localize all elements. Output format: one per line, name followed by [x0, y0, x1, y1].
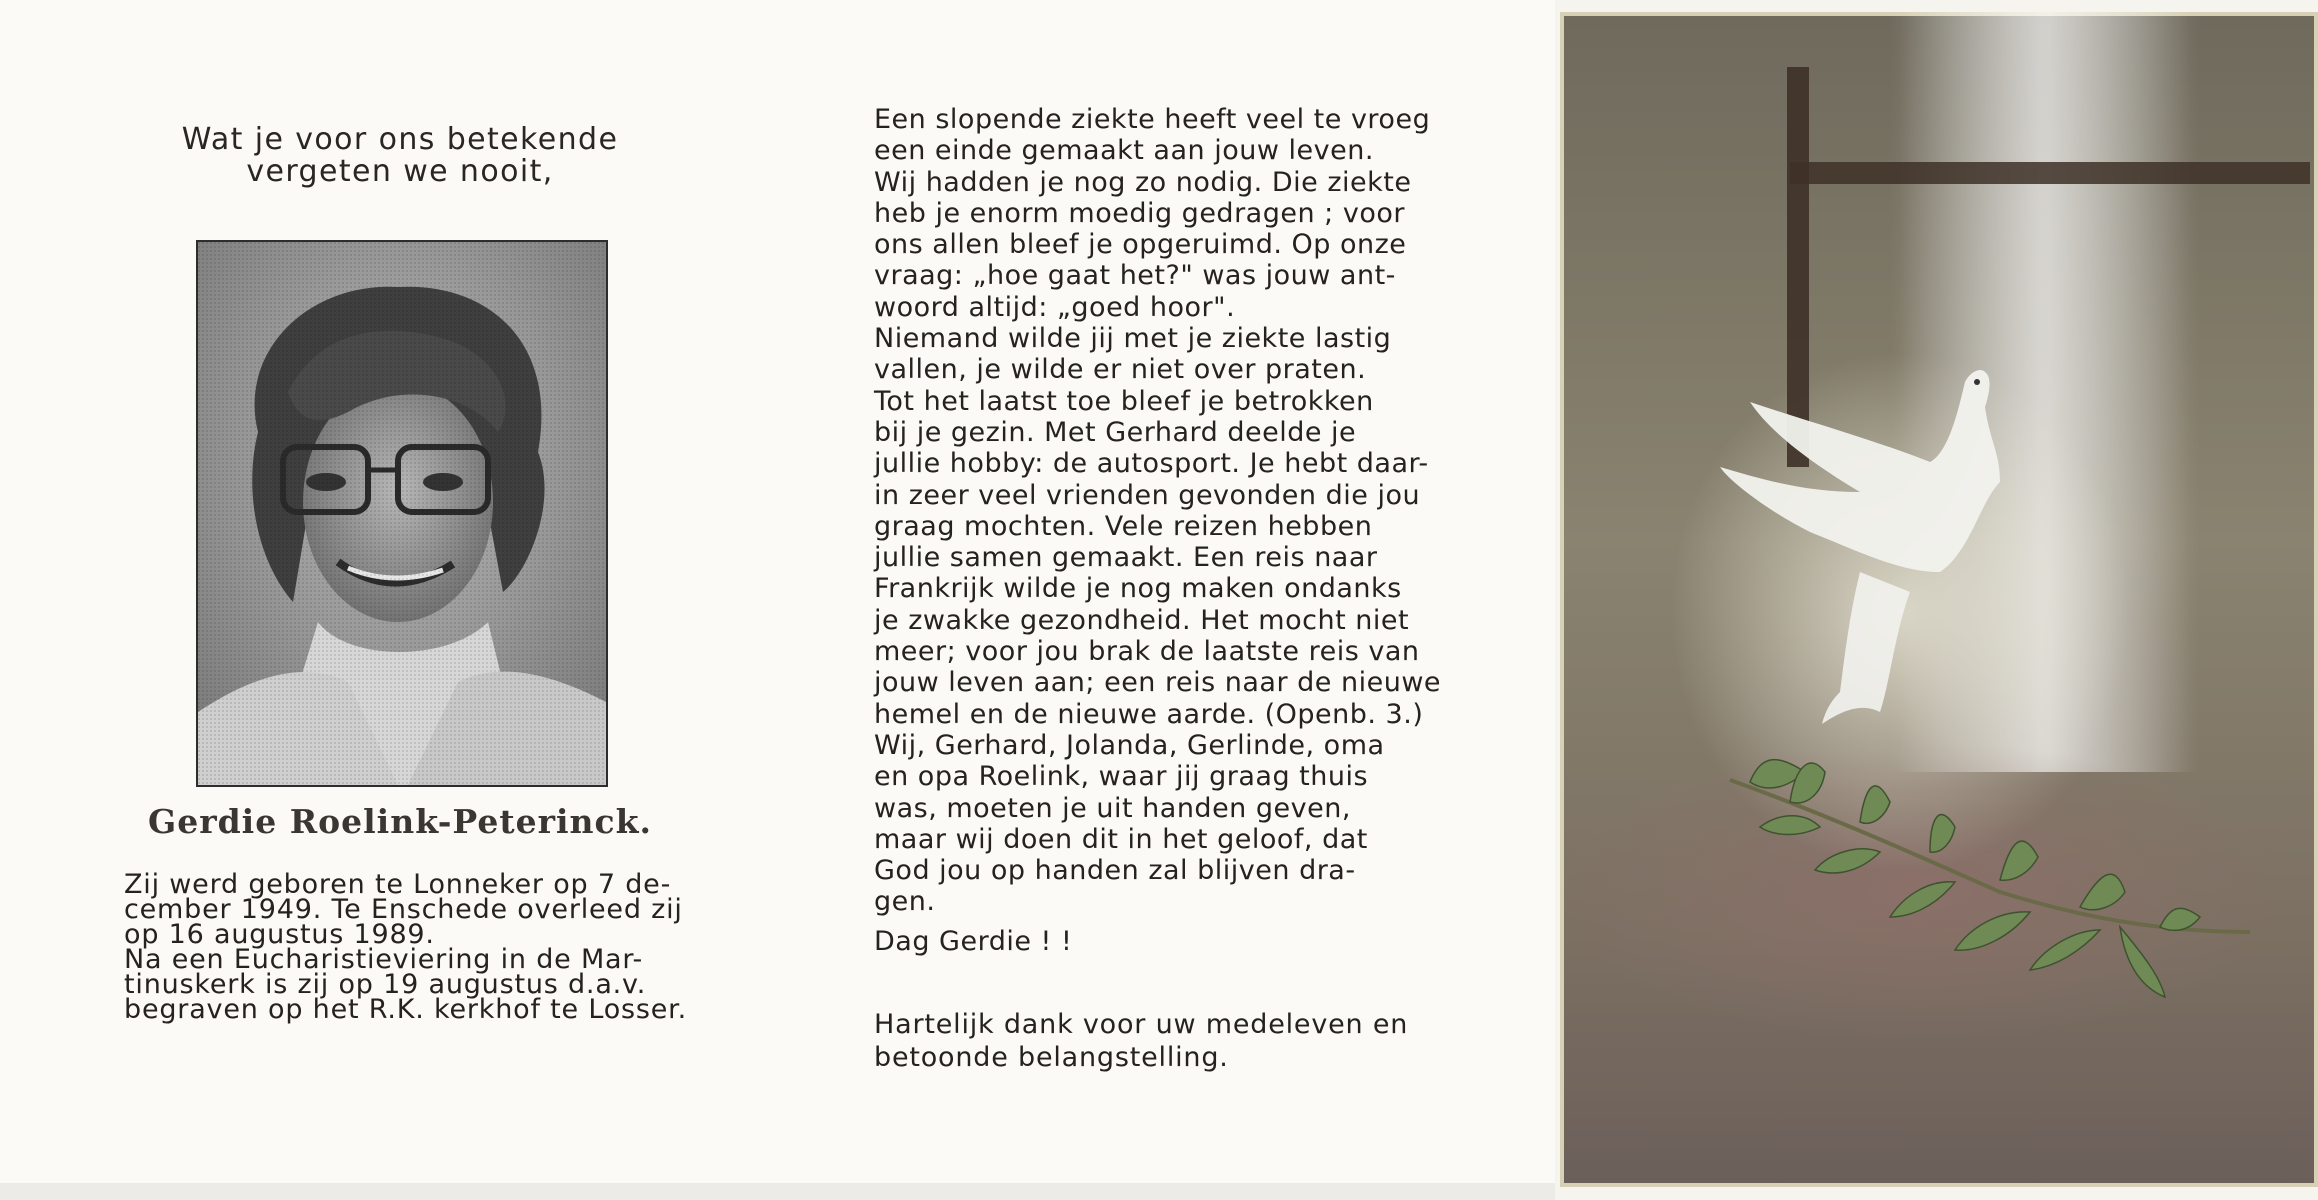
- story-line: Wij hadden je nog zo nodig. Die ziekte: [874, 166, 1412, 198]
- story-line: jullie hobby: de autosport. Je hebt daar-: [874, 448, 1429, 480]
- story-line: graag mochten. Vele reizen hebben: [874, 510, 1373, 542]
- farewell-line: Dag Gerdie ! !: [874, 925, 1073, 957]
- story-line: maar wij doen dit in het geloof, dat: [874, 823, 1368, 855]
- story-line: was, moeten je uit handen geven,: [874, 792, 1351, 824]
- story-line: Een slopende ziekte heeft veel te vroeg: [874, 104, 1431, 135]
- story-line: Niemand wilde jij met je ziekte lastig: [874, 323, 1392, 355]
- story-line: Wij, Gerhard, Jolanda, Gerlinde, oma: [874, 729, 1385, 761]
- story-line: in zeer veel vrienden gevonden die jou: [874, 479, 1421, 511]
- portrait-photo: [196, 240, 608, 787]
- story-line: Frankrijk wilde je nog maken ondanks: [874, 573, 1402, 605]
- card-bottom-edge: [0, 1183, 1555, 1200]
- motto-line: Wat je voor ons betekende: [181, 122, 619, 157]
- story-line: gen.: [874, 886, 936, 918]
- thanks-line: betoonde belangstelling.: [874, 1042, 1229, 1073]
- story-line: vraag: „hoe gaat het?" was jouw ant-: [874, 260, 1396, 292]
- bio-line: cember 1949. Te Enschede overleed zij: [124, 894, 683, 925]
- motto-line: vergeten we nooit,: [246, 154, 554, 189]
- story-line: jouw leven aan; een reis naar de nieuwe: [874, 667, 1442, 699]
- story-line: God jou op handen zal blijven dra-: [874, 855, 1356, 887]
- story-line: een einde gemaakt aan jouw leven.: [874, 135, 1374, 167]
- biography: [124, 869, 687, 1025]
- thanks-line: Hartelijk dank voor uw medeleven en: [874, 1009, 1409, 1040]
- story-line: meer; voor jou brak de laatste reis van: [874, 636, 1420, 668]
- memorial-text: [874, 104, 1454, 957]
- bio-line: Na een Eucharistieviering in de Mar-: [124, 944, 644, 975]
- thanks-note: [874, 1008, 1454, 1074]
- story-line: hemel en de nieuwe aarde. (Openb. 3.): [874, 698, 1424, 730]
- story-line: Tot het laatst toe bleef je betrokken: [874, 385, 1374, 417]
- deceased-name: Gerdie Roelink-Peterinck.: [148, 802, 652, 841]
- story-line: vallen, je wilde er niet over praten.: [874, 354, 1367, 386]
- story-line: ons allen bleef je opgeruimd. Op onze: [874, 229, 1407, 261]
- story-line: woord altijd: „goed hoor".: [874, 291, 1236, 323]
- motto: [160, 124, 640, 188]
- bio-line: begraven op het R.K. kerkhof te Losser.: [124, 994, 687, 1025]
- story-line: jullie samen gemaakt. Een reis naar: [874, 542, 1378, 574]
- cover-painting: [1560, 12, 2318, 1187]
- bio-line: op 16 augustus 1989.: [124, 919, 435, 950]
- story-line: je zwakke gezondheid. Het mocht niet: [874, 604, 1410, 636]
- story-line: heb je enorm moedig gedragen ; voor: [874, 197, 1405, 229]
- bio-line: tinuskerk is zij op 19 augustus d.a.v.: [124, 969, 647, 1000]
- story-line: bij je gezin. Met Gerhard deelde je: [874, 416, 1357, 448]
- bio-line: Zij werd geboren te Lonneker op 7 de-: [124, 869, 672, 900]
- story-line: en opa Roelink, waar jij graag thuis: [874, 761, 1369, 793]
